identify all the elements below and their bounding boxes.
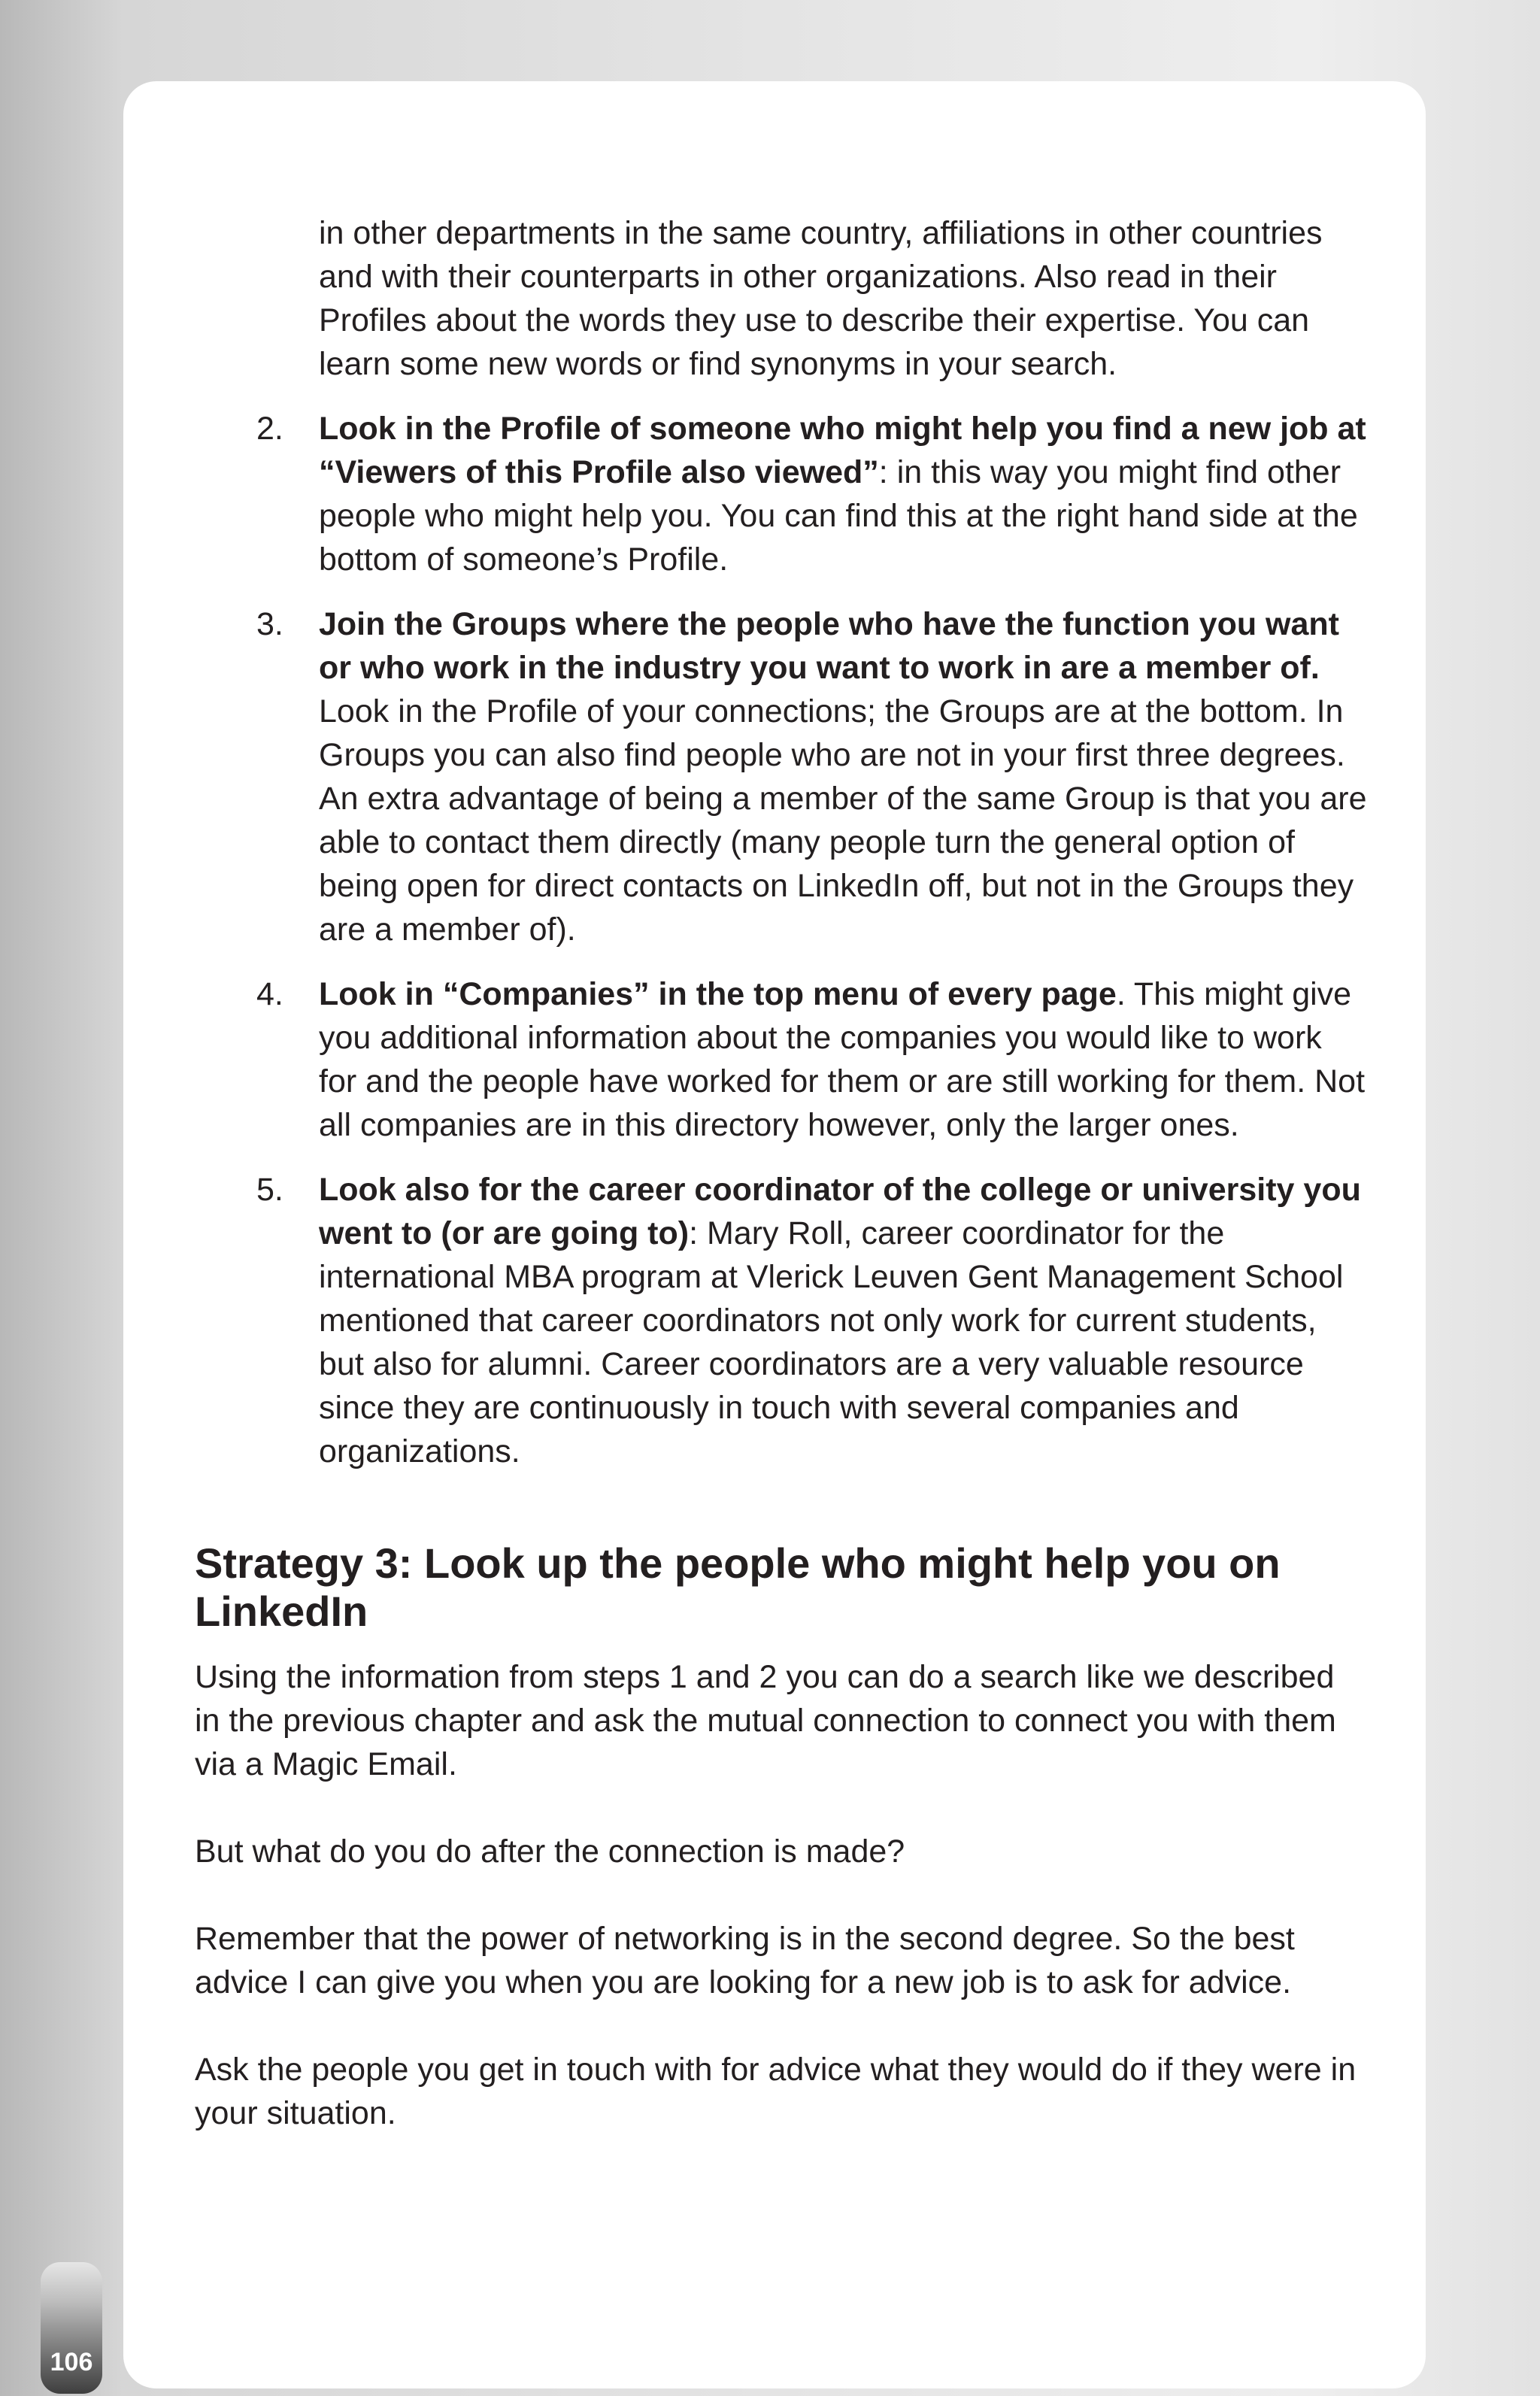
body-paragraph: But what do you do after the connection is made?: [195, 1833, 905, 1870]
numbered-list: [195, 407, 1368, 1473]
body-paragraph: Remember that the power of networking is in the second degree. So the best advice I can give you when you are looking for a new job is to ask for advice.: [195, 1921, 1295, 2000]
list-item-bold-lead: Look in “Companies” in the top menu of every page: [319, 976, 1117, 1012]
continued-paragraph: in other departments in the same country, affiliations in other countries and with their counterparts in other organizations. Also read in their Profiles about the words they use to describe their expertise. You can learn some new words or find synonyms in your search.: [319, 215, 1323, 382]
list-item: [195, 972, 1368, 1147]
list-item-text: : in this way you might find other people who might help you. You can find this at the right hand side at the bottom of someone’s Profile.: [319, 454, 1358, 578]
list-item: [195, 1168, 1368, 1473]
list-item-text: Look in the Profile of your connections; the Groups are at the bottom. In Groups you can also find people who are not in your first three degrees. An extra advantage of being a member of the same Group is that you are able to contact them directly (many people turn the general option of being open for direct contacts on LinkedIn off, but not in the Groups they are a member of).: [319, 693, 1367, 948]
list-item-number: 5.: [256, 1172, 283, 1208]
list-item-bold-lead: Look in the Profile of someone who might help you find a new job at “Viewers of this Profile also viewed”: [319, 411, 1366, 490]
body-paragraph: Ask the people you get in touch with for advice what they would do if they were in your situation.: [195, 2052, 1357, 2131]
list-item-number: 4.: [256, 976, 283, 1012]
body-paragraph: Using the information from steps 1 and 2 you can do a search like we described in the previous chapter and ask the mutual connection to connect you with them via a Magic Email.: [195, 1659, 1336, 1782]
list-item-number: 3.: [256, 606, 283, 642]
page-number-tab: [41, 2262, 102, 2394]
list-item: [195, 602, 1368, 951]
list-item: [195, 407, 1368, 581]
section-heading: Strategy 3: Look up the people who might help you on LinkedIn: [195, 1539, 1281, 1635]
list-item-bold-lead: Look also for the career coordinator of the college or university you went to (or are going to): [319, 1172, 1361, 1251]
list-item-text: : Mary Roll, career coordinator for the international MBA program at Vlerick Leuven Gent Management School mentioned that career coordinators not only work for current students, but also for alumni. Career coordinators are a very valuable resource since they are continuously in touch with several companies and organizations.: [319, 1215, 1344, 1469]
list-item-number: 2.: [256, 411, 283, 447]
list-item-bold-lead: Join the Groups where the people who have the function you want or who work in the industry you want to work in are a member of.: [319, 606, 1339, 686]
page-number: 106: [50, 2348, 93, 2376]
page-content: [195, 179, 1368, 2179]
list-item-text: . This might give you additional information about the companies you would like to work for and the people have worked for them or are still working for them. Not all companies are in this directory however, only the larger ones.: [319, 976, 1366, 1143]
